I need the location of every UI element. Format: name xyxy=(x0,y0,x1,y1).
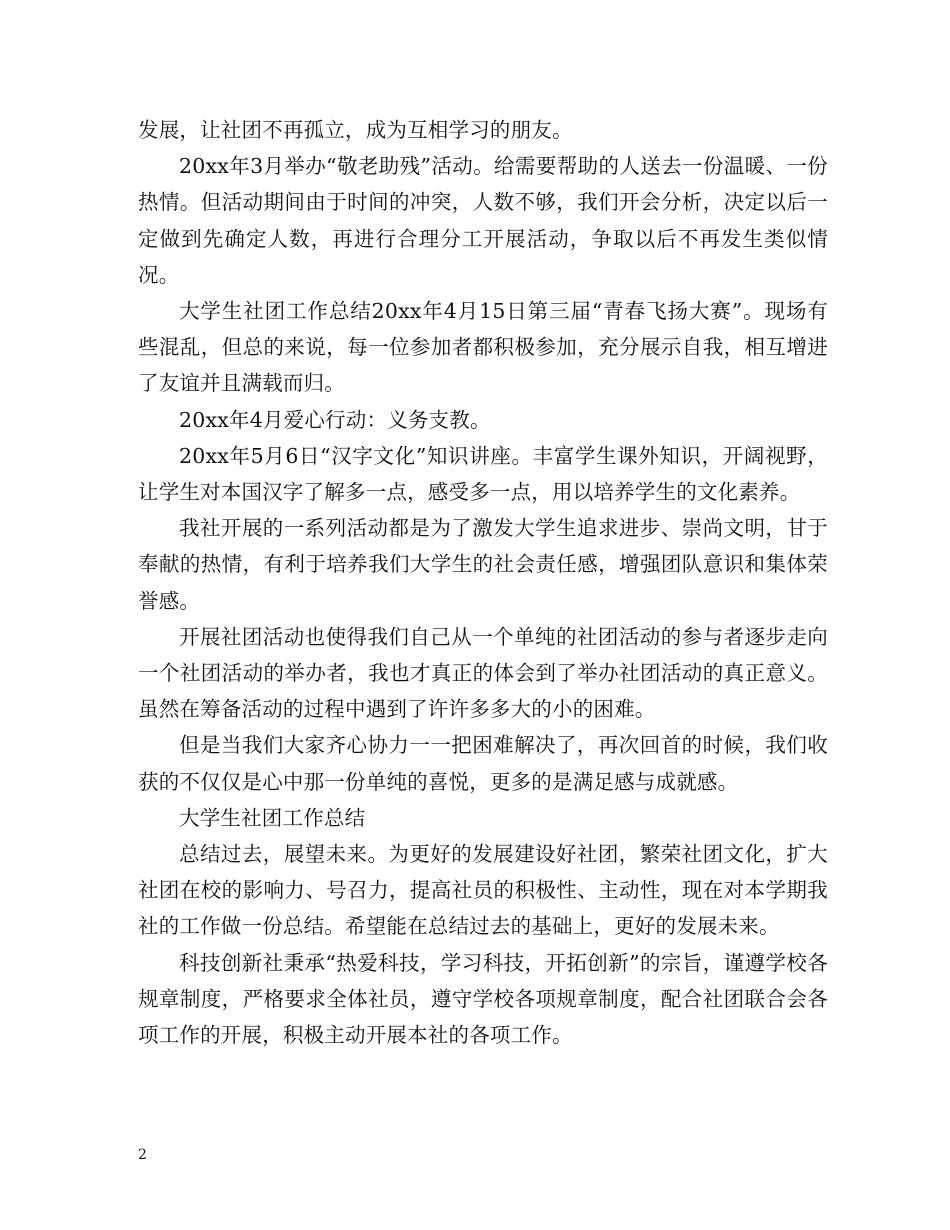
paragraph-activity-purpose: 我社开展的一系列活动都是为了激发大学生追求进步、崇尚文明，甘于奉献的热情，有利于培养我们大学生的社会责任感，增强团队意识和集体荣誉感。 xyxy=(138,516,828,613)
paragraph-summary-intro: 总结过去，展望未来。为更好的发展建设好社团，繁荣社团文化，扩大社团在校的影响力、号召力，提高社员的积极性、主动性，现在对本学期我社的工作做一份总结。希望能在总结过去的基础上，更好的发展未来。 xyxy=(138,842,828,939)
paragraph-march-activity: 20xx年3月举办“敬老助残”活动。给需要帮助的人送去一份温暖、一份热情。但活动期间由于时间的冲突，人数不够，我们开会分析，决定以后一定做到先确定人数，再进行合理分工开展活动，争取以后不再发生类似情况。 xyxy=(138,154,828,287)
paragraph-organizer-experience: 开展社团活动也使得我们自己从一个单纯的社团活动的参与者逐步走向一个社团活动的举办者，我也才真正的体会到了举办社团活动的真正意义。虽然在筹备活动的过程中遇到了许许多多大的小的困难。 xyxy=(138,624,828,722)
paragraph-volunteer-teaching: 20xx年4月爱心行动：义务支教。 xyxy=(179,407,491,432)
paragraph-chinese-lecture: 20xx年5月6日“汉字文化”知识讲座。丰富学生课外知识，开阔视野，让学生对本国汉字了解多一点，感受多一点，用以培养学生的文化素养。 xyxy=(138,443,828,505)
section-heading: 大学生社团工作总结 xyxy=(179,805,366,830)
paragraph-youth-contest: 大学生社团工作总结20xx年4月15日第三届“青春飞扬大赛”。现场有些混乱，但总的来说，每一位参加者都积极参加，充分展示自我，相互增进了友谊并且满载而归。 xyxy=(138,299,828,396)
paragraph-continuation: 发展，让社团不再孤立，成为互相学习的朋友。 xyxy=(138,118,573,142)
document-body xyxy=(138,112,828,1053)
paragraph-achievement: 但是当我们大家齐心协力一一把困难解决了，再次回首的时候，我们收获的不仅仅是心中那一份单纯的喜悦，更多的是满足感与成就感。 xyxy=(138,733,828,794)
paragraph-club-mission: 科技创新社秉承“热爱科技，学习科技，开拓创新”的宗旨，谨遵学校各规章制度，严格要求全体社员，遵守学校各项规章制度，配合社团联合会各项工作的开展，积极主动开展本社的各项工作。 xyxy=(138,950,828,1048)
page-number: 2 xyxy=(138,1147,147,1163)
